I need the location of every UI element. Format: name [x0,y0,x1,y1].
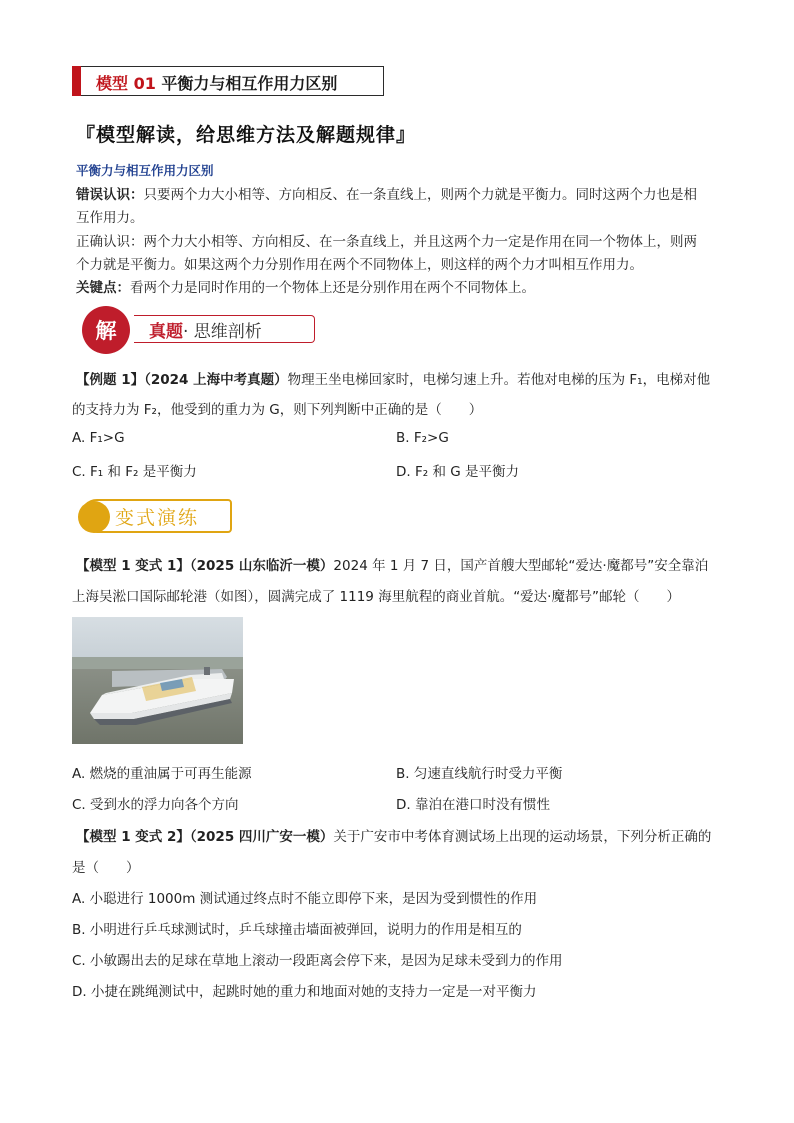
example1-line1 [76,368,710,388]
model-title [96,71,337,94]
variant2-option-d: D. 小捷在跳绳测试中，起跳时她的重力和地面对她的支持力一定是一对平衡力 [72,984,537,1000]
correct-line1: 两个力大小相等、方向相反、在一条直线上，并且这两个力一定是作用在同一个物体上，则两 [143,234,697,250]
variant2-source: （2025 四川广安一模） [189,829,334,845]
title-accent-bar [72,66,81,96]
correct-label: 正确认识： [76,234,144,250]
key-text: 看两个力是同时作用的一个物体上还是分别作用在两个不同物体上。 [130,280,535,296]
subtitle: 平衡力与相互作用力区别 [76,163,214,178]
variant2-line2: 是（ ） [72,860,140,876]
example1-line2: 的支持力为 F₂，他受到的重力为 G，则下列判断中正确的是（ ） [72,402,483,418]
banner-zhenti-strong: 真题 [149,322,183,342]
variant1-text1: 2024 年 1 月 7 日，国产首艘大型邮轮“爱达·魔都号”安全靠泊 [333,558,709,574]
variant2-line1 [76,825,711,845]
cruise-ship-image [72,617,243,744]
example1-option-b: B. F₂>G [396,430,449,446]
variant1-label: 【模型 1 变式 1】 [76,558,190,574]
variant1-option-d: D. 靠泊在港口时没有惯性 [396,797,550,813]
variant1-option-a: A. 燃烧的重油属于可再生能源 [72,766,252,782]
variant2-text1: 关于广安市中考体育测试场上出现的运动场景，下列分析正确的 [333,829,712,845]
correct-understanding [76,231,726,277]
wrong-understanding [76,184,726,230]
variant2-option-a: A. 小聪进行 1000m 测试通过终点时不能立即停下来，是因为受到惯性的作用 [72,891,538,907]
variant1-line1 [76,554,708,574]
example1-text1: 物理王坐电梯回家时，电梯匀速上升。若他对电梯的压为 F₁，电梯对他 [287,372,711,388]
key-label: 关键点： [76,280,130,296]
example1-option-c: C. F₁ 和 F₂ 是平衡力 [72,464,197,480]
variant2-label: 【模型 1 变式 2】 [76,829,190,845]
model-title-text: 平衡力与相互作用力区别 [161,74,338,93]
key-point [76,277,726,300]
banner-zhenti-rest: · 思维剖析 [183,322,262,342]
variant-circle-icon [78,501,110,533]
variant1-source: （2025 山东临沂一模） [189,558,334,574]
banner-variant-text: 变式演练 [115,507,200,529]
variant2-option-c: C. 小敏踢出去的足球在草地上滚动一段距离会停下来，是因为足球未受到力的作用 [72,953,563,969]
model-title-prefix: 模型 01 [96,74,156,93]
correct-line2: 个力就是平衡力。如果这两个力分别作用在两个不同物体上，则这样的两个力才叫相互作用力。 [76,257,643,273]
variant1-option-b: B. 匀速直线航行时受力平衡 [396,766,563,782]
variant1-option-c: C. 受到水的浮力向各个方向 [72,797,239,813]
variant1-line2: 上海吴淞口国际邮轮港（如图），圆满完成了 1119 海里航程的商业首航。“爱达·魔都号”邮轮（ ） [72,589,680,605]
wrong-line1: 只要两个力大小相等、方向相反、在一条直线上，则两个力就是平衡力。同时这两个力也是相 [143,187,697,203]
example1-source: （2024 上海中考真题） [144,372,288,388]
jie-badge-icon: 解 [82,306,130,354]
example1-label: 【例题 1】 [76,372,145,388]
wrong-line2: 互作用力。 [76,210,144,226]
variant2-option-b: B. 小明进行乒乓球测试时，乒乓球撞击墙面被弹回，说明力的作用是相互的 [72,922,522,938]
banner-zhenti-text [149,317,262,342]
example1-option-a: A. F₁>G [72,430,125,446]
wrong-label: 错误认识： [76,187,144,203]
section-heading: 『模型解读，给思维方法及解题规律』 [76,124,417,146]
example1-option-d: D. F₂ 和 G 是平衡力 [396,464,519,480]
